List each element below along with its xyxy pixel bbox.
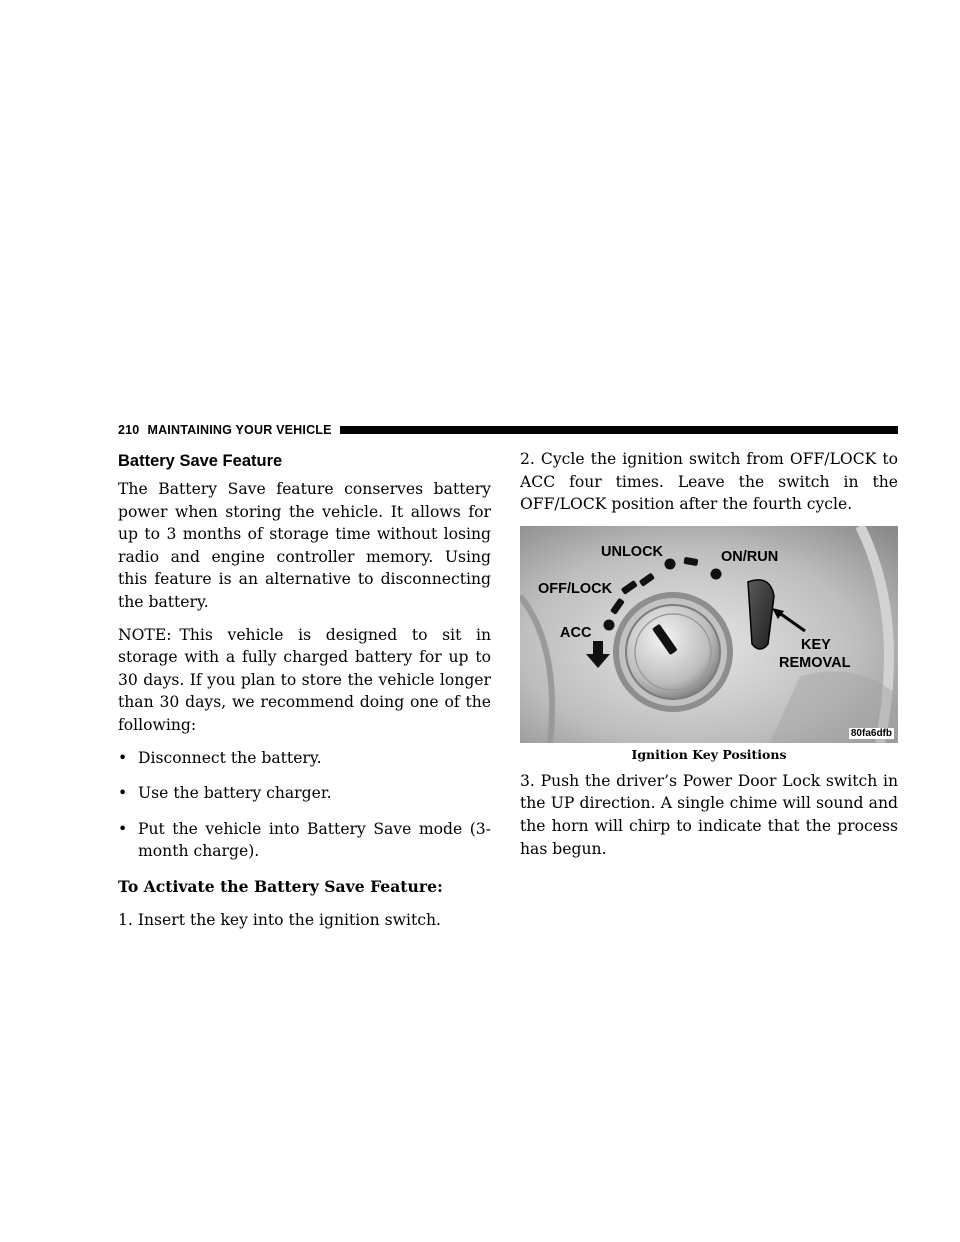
bullet-icon: • [118, 748, 128, 767]
position-dot-icon [665, 558, 676, 569]
label-on-run: ON/RUN [721, 548, 779, 565]
position-dot-icon [711, 568, 722, 579]
figure-caption: Ignition Key Positions [631, 746, 787, 762]
note-text: This vehicle is designed to sit in storage with a fully charged battery for up to 30 days. If you plan to store the vehicle longer than 30 days, we recommend doing one of the following: [118, 625, 491, 734]
list-item: • Put the vehicle into Battery Save mode (3-month charge). [118, 819, 491, 861]
step-3: 3. Push the driver’s Power Door Lock switch in the UP direction. A single chime will sound and the horn will chirp to indicate that the process has begun. [520, 771, 898, 858]
list-item: • Use the battery charger. [118, 782, 491, 805]
intro-paragraph: The Battery Save feature conserves battery power when storing the vehicle. It allows for up to 3 months of storage time without losing radio and engine controller memory. Using this feature is an alternative to disconnecting the battery. [118, 480, 491, 611]
list-item: • Disconnect the battery. [118, 747, 491, 770]
step-1: 1. Insert the key into the ignition switch. [118, 910, 441, 929]
page-header [118, 422, 898, 438]
page-number: 210 [118, 423, 140, 437]
activate-heading: To Activate the Battery Save Feature: [118, 876, 443, 896]
left-column [118, 448, 491, 941]
section-title-header: MAINTAINING YOUR VEHICLE [147, 423, 332, 437]
ignition-figure [520, 526, 898, 743]
note-label: NOTE: [118, 625, 172, 644]
label-unlock: UNLOCK [601, 543, 664, 560]
step-2: 2. Cycle the ignition switch from OFF/LOCK to ACC four times. Leave the switch in the OFF/LOCK position after the fourth cycle. [520, 450, 898, 514]
bullet-icon: • [118, 784, 128, 803]
right-column [520, 448, 898, 870]
bullet-icon: • [118, 819, 128, 838]
storage-options-list [118, 747, 491, 863]
position-dot-icon [604, 619, 615, 630]
battery-save-title: Battery Save Feature [118, 452, 283, 470]
label-key: KEY [801, 636, 831, 653]
figure-code: 80fa6dfb [850, 727, 892, 739]
label-off-lock: OFF/LOCK [538, 580, 613, 597]
label-removal: REMOVAL [779, 654, 851, 671]
label-acc: ACC [560, 624, 592, 641]
note-paragraph [118, 624, 491, 737]
header-rule [340, 426, 898, 434]
